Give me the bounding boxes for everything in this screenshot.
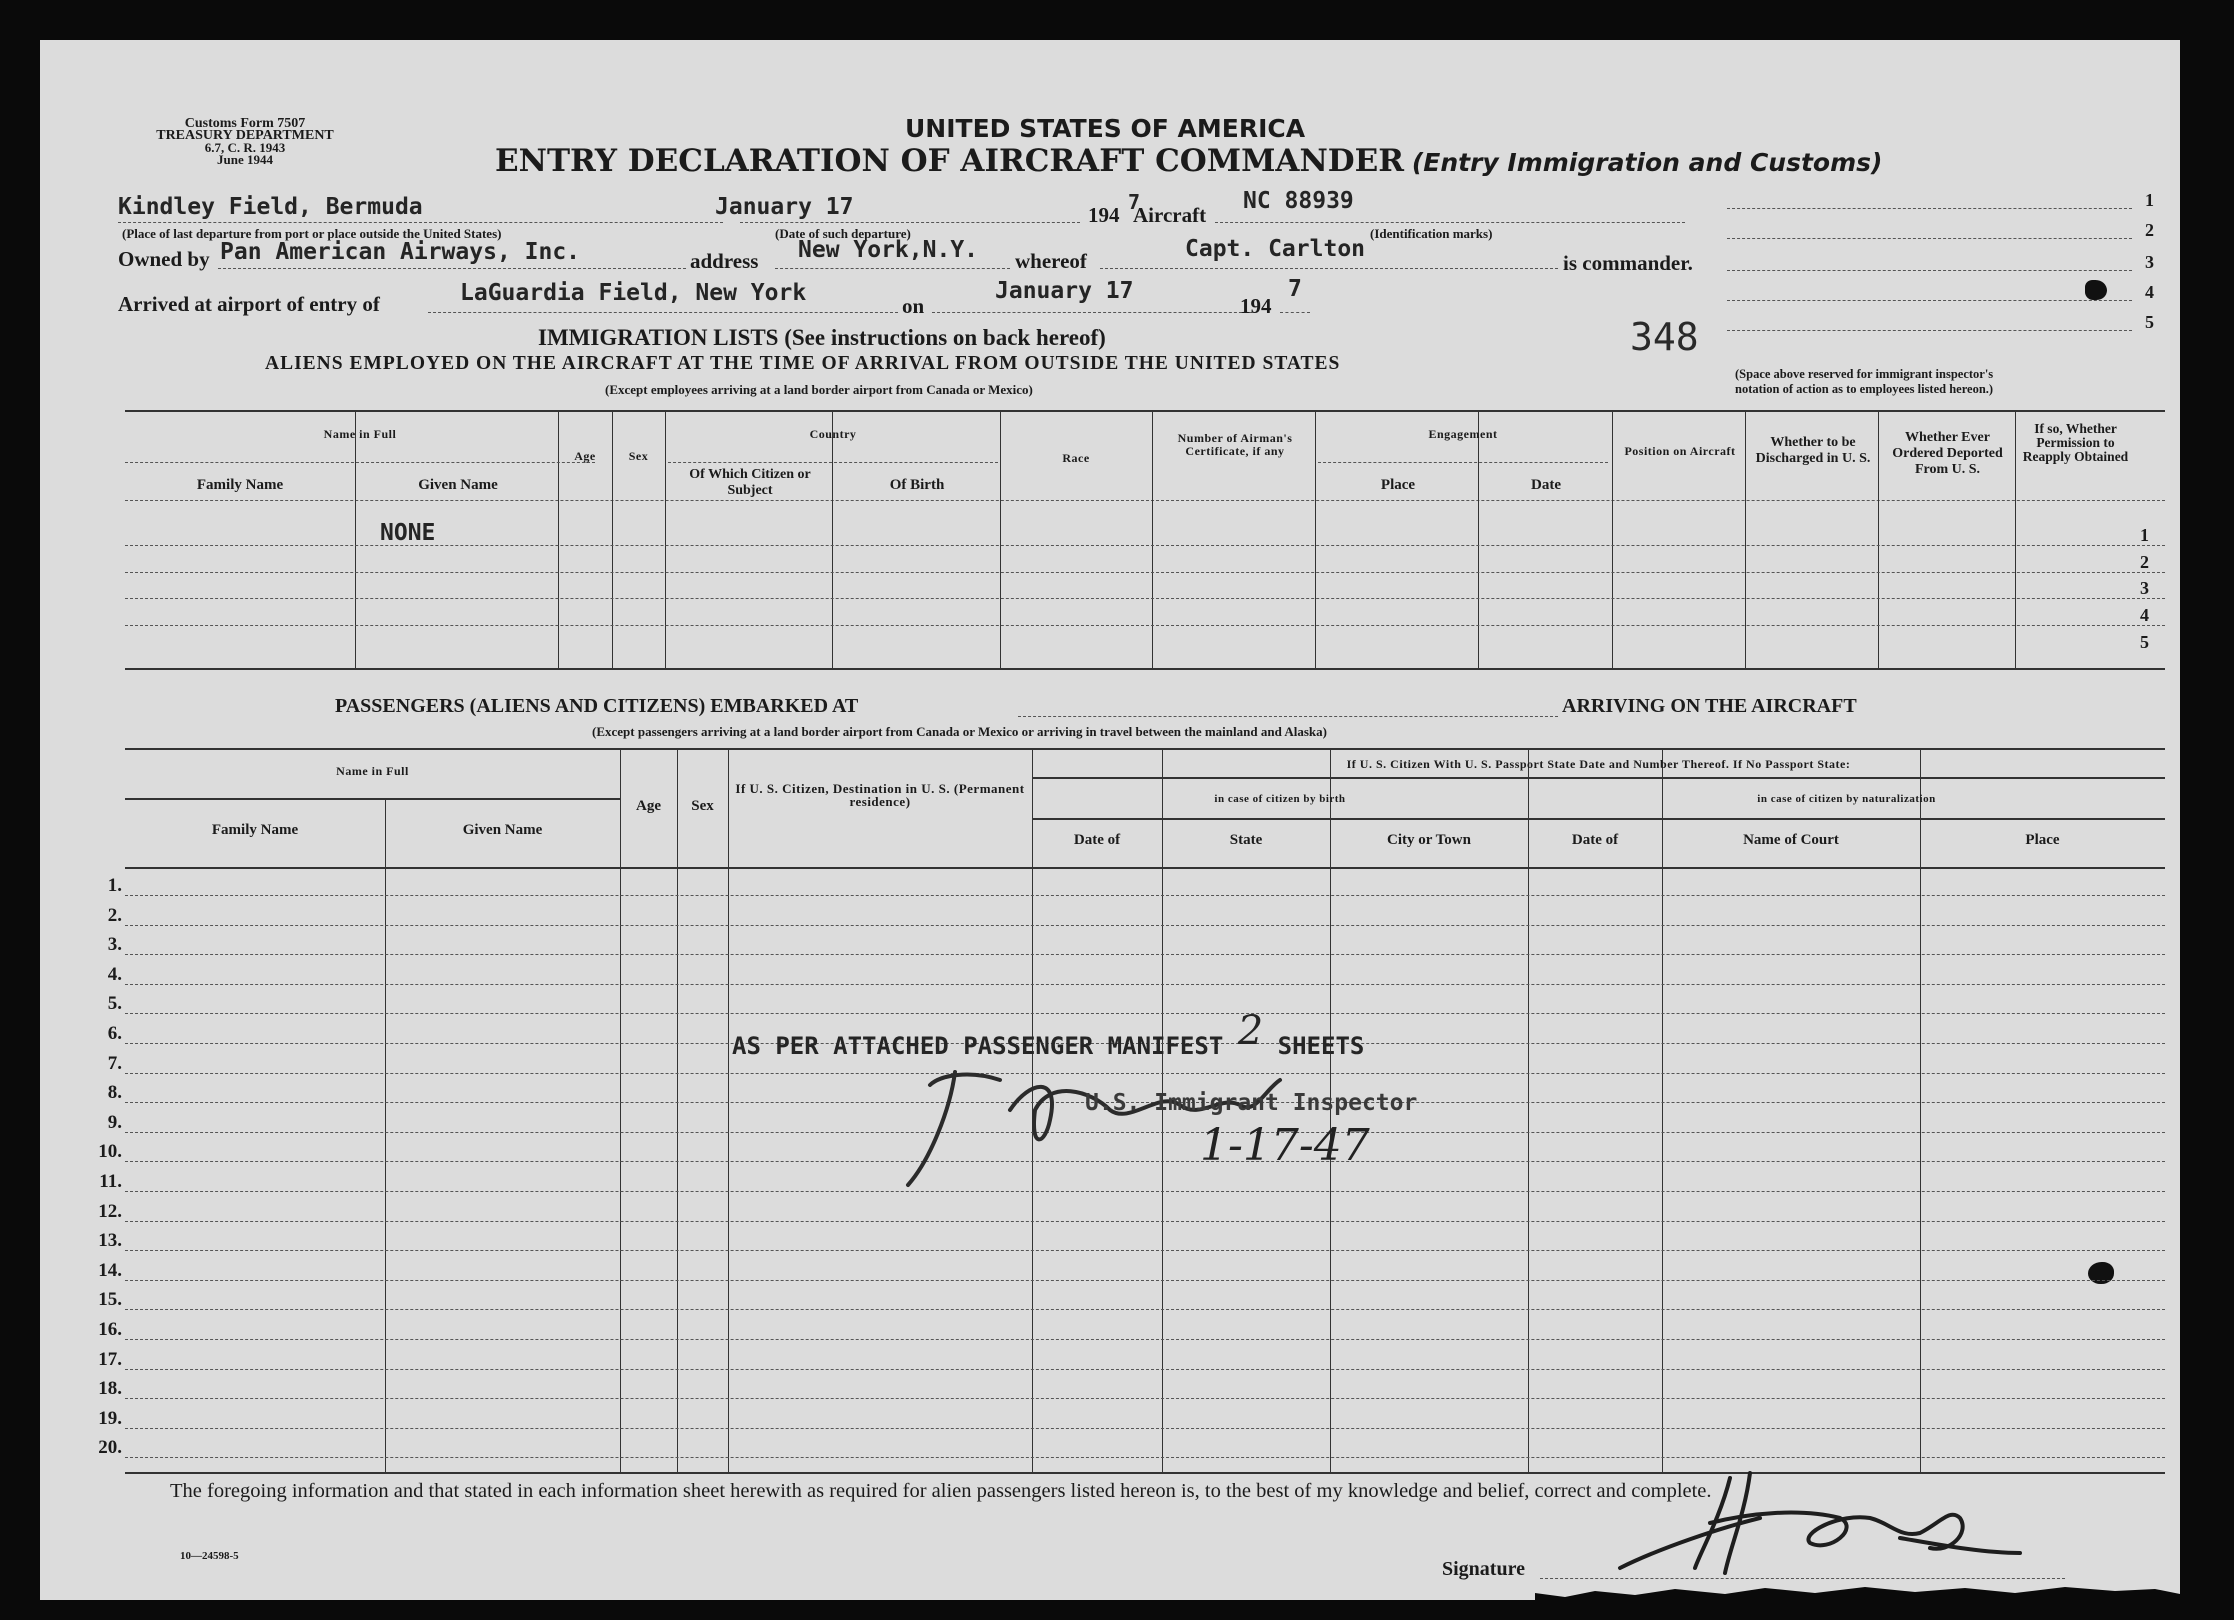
aliens-entry-none: NONE — [380, 520, 436, 546]
column-divider — [1000, 410, 1001, 668]
column-divider — [558, 410, 559, 668]
col-age: Age — [574, 449, 596, 463]
pcol-naturalization-group: in case of citizen by naturalization — [1757, 793, 1936, 805]
column-divider — [1478, 410, 1479, 668]
passenger-row-number: 5. — [107, 993, 122, 1014]
rule-line — [1032, 777, 2165, 779]
col-race: Race — [1062, 451, 1090, 465]
passenger-row-number: 11. — [99, 1171, 122, 1192]
col-of-birth: Of Birth — [889, 477, 945, 493]
rule-line — [125, 572, 2165, 573]
rule-line — [1727, 208, 2132, 209]
owner-value: Pan American Airways, Inc. — [220, 239, 581, 265]
passenger-row-number: 2. — [107, 905, 122, 926]
inspector-date: 1-17-47 — [1200, 1120, 1370, 1171]
pcol-family-name: Family Name — [211, 822, 299, 838]
passengers-exception: (Except passengers arriving at a land border airport from Canada or Mexico or arriving in travel between the mainland and Alaska) — [592, 724, 1327, 739]
rule-line — [125, 1280, 2165, 1281]
pcol-date-of-naturalization: Date of — [1571, 832, 1619, 848]
rule-line — [125, 462, 595, 463]
column-divider — [728, 748, 729, 1472]
col-given-name: Given Name — [418, 477, 498, 493]
rule-line — [125, 1339, 2165, 1340]
passenger-row-number: 17. — [98, 1349, 122, 1370]
col-permission: If so, Whether Permission to Reapply Obtained — [2022, 421, 2129, 464]
pcol-age: Age — [636, 798, 661, 814]
form-number-line: Customs Form 7507 — [184, 116, 306, 131]
passenger-row-number: 6. — [107, 1023, 122, 1044]
rule-line — [1032, 818, 2165, 820]
departure-place-value: Kindley Field, Bermuda — [118, 194, 423, 220]
passenger-row-number: 1. — [107, 875, 122, 896]
inspector-line-number: 3 — [2145, 252, 2154, 272]
rule-line — [125, 598, 2165, 599]
column-divider — [612, 410, 613, 668]
pcol-name-in-full: Name in Full — [336, 764, 409, 778]
rule-line — [125, 625, 2165, 626]
address-label: address — [690, 249, 759, 273]
inspector-note-line1: (Space above reserved for immigrant inspector's — [1735, 367, 1994, 381]
column-divider — [1528, 748, 1529, 1472]
inspector-line-number: 2 — [2145, 220, 2154, 240]
rule-line — [1727, 238, 2132, 239]
inspector-note — [1735, 367, 1993, 397]
rule-line — [125, 1309, 2165, 1310]
col-country: Country — [809, 427, 857, 441]
col-family-name: Family Name — [196, 477, 284, 493]
passenger-row-number: 12. — [98, 1201, 122, 1222]
pcol-sex: Sex — [691, 798, 714, 814]
column-divider — [1315, 410, 1316, 668]
passenger-row-number: 15. — [98, 1289, 122, 1310]
immigration-heading — [538, 325, 1106, 351]
column-divider — [832, 410, 833, 668]
col-place: Place — [1380, 477, 1416, 493]
rule-line — [125, 1013, 2165, 1014]
regulation-line: 6.7, C. R. 1943 — [204, 140, 286, 155]
pcol-city: City or Town — [1387, 832, 1471, 848]
pcol-birth-group: in case of citizen by birth — [1214, 793, 1346, 805]
arrival-year-digit: 7 — [1288, 276, 1302, 302]
aliens-row-number: 5 — [2140, 632, 2149, 652]
immigration-heading-note: (See instructions on back hereof) — [784, 325, 1106, 350]
column-divider — [385, 798, 386, 1472]
departure-date-caption: (Date of such departure) — [775, 226, 911, 241]
rule-line — [1727, 300, 2132, 301]
rule-line — [125, 748, 2165, 750]
col-date: Date — [1531, 477, 1561, 493]
inspector-line-number: 5 — [2145, 312, 2154, 332]
departure-date-value: January 17 — [715, 194, 854, 220]
passenger-row-number: 8. — [107, 1082, 122, 1103]
department-line: TREASURY DEPARTMENT — [156, 128, 334, 143]
passenger-row-number: 18. — [98, 1378, 122, 1399]
rule-line — [125, 895, 2165, 896]
arrival-date-value: January 17 — [995, 278, 1134, 304]
aliens-row-number: 4 — [2140, 605, 2149, 625]
torn-edge — [1535, 1585, 2185, 1605]
pcol-place: Place — [2025, 832, 2060, 848]
passenger-row-number: 4. — [107, 964, 122, 985]
passenger-row-number: 13. — [98, 1230, 122, 1251]
passenger-row-number: 10. — [98, 1141, 122, 1162]
stamp-number: 348 — [1630, 315, 1699, 359]
passenger-row-number: 9. — [107, 1112, 122, 1133]
passenger-row-number: 7. — [107, 1053, 122, 1074]
inspector-note-line2: notation of action as to employees listed hereon.) — [1735, 382, 1994, 396]
rule-line — [125, 984, 2165, 985]
column-divider — [355, 410, 356, 668]
col-airman-cert: Number of Airman's Certificate, if any — [1177, 431, 1293, 458]
form-title — [495, 143, 1882, 179]
col-engagement: Engagement — [1428, 427, 1498, 441]
departure-year-digit: 7 — [1128, 190, 1141, 214]
manifest-note-text: AS PER ATTACHED PASSENGER MANIFEST — [732, 1032, 1224, 1060]
rule-line — [1318, 462, 1608, 463]
immigration-subheading: ALIENS EMPLOYED ON THE AIRCRAFT AT THE TIME OF ARRIVAL FROM OUTSIDE THE UNITED STATES — [265, 353, 1341, 374]
signature-label: Signature — [1442, 1558, 1525, 1580]
column-divider — [665, 410, 666, 668]
on-label: on — [902, 294, 925, 318]
is-commander-label: is commander. — [1563, 251, 1693, 275]
form-print-number: 10—24598-5 — [180, 1550, 239, 1562]
owned-by-label: Owned by — [118, 247, 210, 271]
rule-line — [125, 410, 2165, 412]
col-discharged: Whether to be Discharged in U. S. — [1755, 435, 1871, 466]
departure-place-caption: (Place of last departure from port or place outside the United States) — [122, 226, 502, 241]
rule-line — [125, 925, 2165, 926]
passenger-row-number: 20. — [98, 1437, 122, 1458]
rule-line — [125, 1428, 2165, 1429]
pcol-destination: If U. S. Citizen, Destination in U. S. (Permanent residence) — [735, 781, 1025, 809]
passengers-heading-right: ARRIVING ON THE AIRCRAFT — [1562, 695, 1857, 717]
whereof-label: whereof — [1015, 249, 1087, 273]
immigration-exception: (Except employees arriving at a land border airport from Canada or Mexico) — [605, 382, 1033, 397]
aliens-row-number: 1 — [2140, 525, 2149, 545]
column-divider — [1920, 748, 1921, 1472]
rule-line — [125, 1221, 2165, 1222]
inspector-handwritten-signature — [860, 1050, 1460, 1200]
pcol-state: State — [1229, 832, 1263, 848]
column-divider — [2015, 410, 2016, 668]
rule-line — [1727, 330, 2132, 331]
commander-handwritten-signature — [1600, 1458, 2050, 1588]
col-deported: Whether Ever Ordered Deported From U. S. — [1892, 430, 2003, 477]
column-divider — [1612, 410, 1613, 668]
column-divider — [620, 748, 621, 1472]
passenger-row-number: 16. — [98, 1319, 122, 1340]
rule-line — [125, 1369, 2165, 1370]
column-divider — [1152, 410, 1153, 668]
arrived-label: Arrived at airport of entry of — [118, 292, 380, 316]
inspector-line-number: 4 — [2145, 282, 2154, 302]
col-position: Position on Aircraft — [1624, 444, 1736, 458]
pcol-given-name: Given Name — [462, 822, 543, 838]
sub-title: (Entry Immigration and Customs) — [1411, 148, 1883, 177]
rule-line — [1727, 270, 2132, 271]
aircraft-label: Aircraft — [1133, 203, 1207, 227]
inspector-line-number: 1 — [2145, 190, 2154, 210]
pcol-date-of: Date of — [1073, 832, 1121, 848]
inspector-title: U.S. Immigrant Inspector — [1085, 1090, 1418, 1116]
passenger-row-number: 3. — [107, 934, 122, 955]
form-info — [115, 118, 375, 166]
manifest-suffix: SHEETS — [1277, 1032, 1365, 1060]
country-title: UNITED STATES OF AMERICA — [905, 114, 1306, 143]
rule-line — [668, 462, 998, 463]
address-value: New York,N.Y. — [798, 237, 979, 263]
rule-line — [125, 798, 620, 800]
arrival-airport-value: LaGuardia Field, New York — [460, 280, 807, 306]
manifest-count: 2 — [1237, 1008, 1264, 1054]
rule-line — [125, 1250, 2165, 1251]
rule-line — [125, 500, 2165, 501]
departure-year-prefix: 194 — [1088, 203, 1120, 227]
ink-blot — [2085, 280, 2107, 300]
main-title: ENTRY DECLARATION OF AIRCRAFT COMMANDER — [495, 143, 1405, 179]
date-line: June 1944 — [217, 152, 273, 167]
pcol-passport-note: If U. S. Citizen With U. S. Passport State Date and Number Thereof. If No Passport State: — [1346, 757, 1851, 771]
column-divider — [1878, 410, 1879, 668]
immigration-heading-title: IMMIGRATION LISTS — [538, 325, 779, 350]
column-divider — [677, 748, 678, 1472]
pcol-court: Name of Court — [1743, 832, 1839, 848]
col-sex: Sex — [628, 449, 649, 463]
aircraft-id-value: NC 88939 — [1243, 188, 1354, 214]
rule-line — [125, 954, 2165, 955]
column-divider — [1662, 748, 1663, 1472]
rule-line — [125, 668, 2165, 670]
col-citizen-of: Of Which Citizen or Subject — [689, 467, 811, 498]
rule-line — [125, 867, 2165, 869]
aliens-row-number: 2 — [2140, 552, 2149, 572]
passenger-row-number: 14. — [98, 1260, 122, 1281]
arrival-year-prefix: 194 — [1240, 294, 1272, 318]
rule-line — [125, 1398, 2165, 1399]
form-sheet — [40, 40, 2180, 1600]
column-divider — [1745, 410, 1746, 668]
certification-text: The foregoing information and that stated in each information sheet herewith as required for alien passengers listed hereon is, to the best of my knowledge and belief, correct and complete. — [170, 1480, 1712, 1502]
col-name-in-full: Name in Full — [323, 427, 397, 441]
passenger-row-number: 19. — [98, 1408, 122, 1429]
commander-value: Capt. Carlton — [1185, 236, 1366, 262]
passengers-heading-left: PASSENGERS (ALIENS AND CITIZENS) EMBARKED AT — [335, 695, 859, 717]
aliens-row-number: 3 — [2140, 578, 2149, 598]
aircraft-caption: (Identification marks) — [1370, 226, 1493, 241]
